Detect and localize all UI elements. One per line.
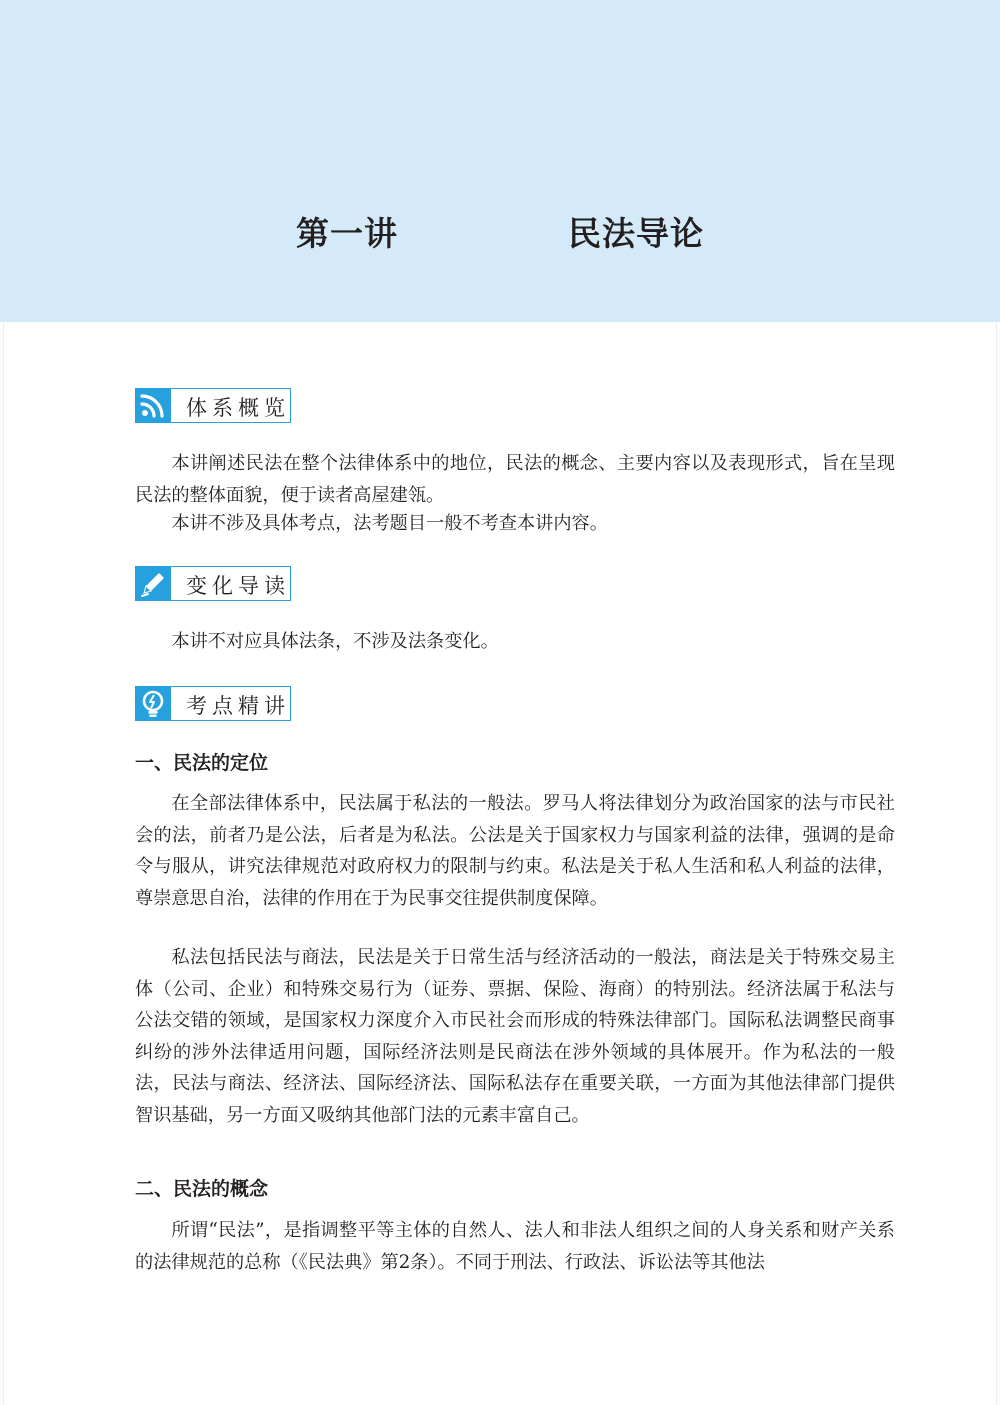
section-2-paragraph-1: 所谓“民法”，是指调整平等主体的自然人、法人和非法人组织之间的人身关系和财产关系的法律规范的总称（《民法典》第2条）。不同于刑法、行政法、诉讼法等其他法 — [135, 1220, 895, 1273]
section-label-changes: 变化导读 — [186, 574, 290, 598]
section-badge-overview — [135, 388, 291, 423]
overview-paragraph-1: 本讲阐述民法在整个法律体系中的地位，民法的概念、主要内容以及表现形式，旨在呈现民法的整体面貌，便于读者高屋建瓴。 — [135, 453, 895, 506]
section-label-overview: 体系概览 — [186, 396, 290, 420]
section-heading-1: 一、民法的定位 — [135, 752, 269, 774]
section-badge-changes — [135, 566, 291, 601]
section-label-key-points: 考点精讲 — [186, 694, 290, 718]
lightbulb-icon — [135, 686, 171, 721]
section-1-paragraph-2: 私法包括民法与商法，民法是关于日常生活与经济活动的一般法，商法是关于特殊交易主体（公司、企业）和特殊交易行为（证券、票据、保险、海商）的特别法。经济法属于私法与公法交错的领域，是国家权力深度介入市民社会而形成的特殊法律部门。国际私法调整民商事纠纷的涉外法律适用问题，国际经济法则是民商法在涉外领域的具体展开。作为私法的一般法，民法与商法、经济法、国际经济法、国际私法存在重要关联，一方面为其他法律部门提供智识基础，另一方面又吸纳其他部门法的元素丰富自己。 — [135, 947, 895, 1126]
pencil-icon — [135, 566, 171, 601]
page-title: 第一讲 民法导论 — [296, 214, 704, 253]
rss-feed-icon — [135, 388, 171, 423]
changes-paragraph-1: 本讲不对应具体法条，不涉及法条变化。 — [171, 631, 499, 652]
header-band — [0, 0, 1000, 322]
section-1-paragraph-1: 在全部法律体系中，民法属于私法的一般法。罗马人将法律划分为政治国家的法与市民社会的法，前者乃是公法，后者是为私法。公法是关于国家权力与国家利益的法律，强调的是命令与服从，讲究法律规范对政府权力的限制与约束。私法是关于私人生活和私人利益的法律，尊崇意思自治，法律的作用在于为民事交往提供制度保障。 — [135, 793, 895, 909]
section-heading-2: 二、民法的概念 — [135, 1178, 269, 1200]
overview-paragraph-2: 本讲不涉及具体考点，法考题目一般不考查本讲内容。 — [171, 513, 608, 534]
section-badge-key-points — [135, 686, 291, 721]
